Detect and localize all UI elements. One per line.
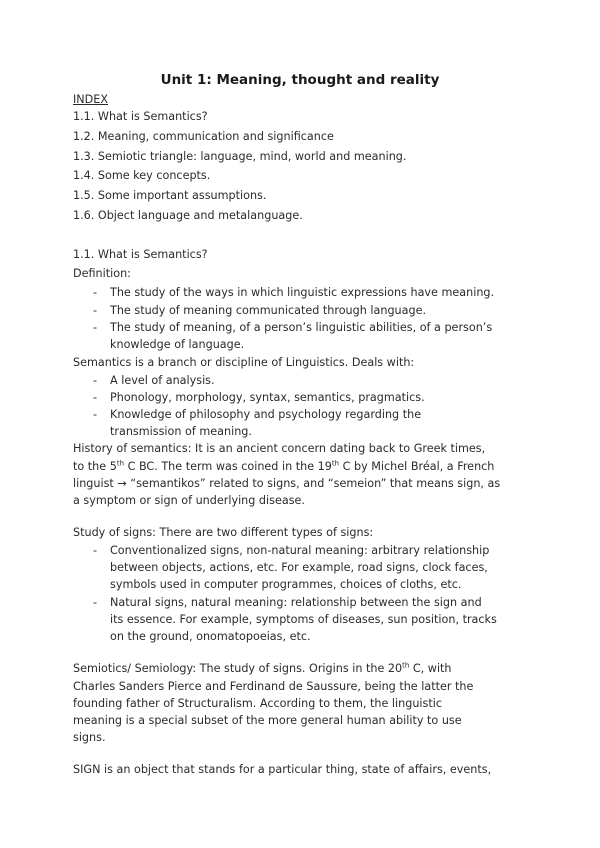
index-item: 1.6. Object language and metalanguage. bbox=[73, 209, 303, 222]
bullet-dash: - bbox=[93, 391, 98, 404]
index-item: 1.3. Semiotic triangle: language, mind, world and meaning. bbox=[73, 150, 407, 163]
bullet-dash: - bbox=[93, 596, 98, 609]
list-item-continuation: knowledge of language. bbox=[110, 338, 245, 351]
list-item-continuation: on the ground, onomatopoeias, etc. bbox=[110, 630, 311, 643]
paragraph-line: Semantics is a branch or discipline of Linguistics. Deals with: bbox=[73, 356, 415, 369]
section-heading: 1.1. What is Semantics? bbox=[73, 248, 208, 261]
bullet-dash: - bbox=[93, 374, 98, 387]
list-item: Natural signs, natural meaning: relationship between the sign and bbox=[110, 596, 482, 609]
paragraph-line: founding father of Structuralism. According to them, the linguistic bbox=[73, 697, 443, 710]
paragraph-line: SIGN is an object that stands for a particular thing, state of affairs, events, bbox=[73, 763, 492, 776]
list-item: Conventionalized signs, non-natural meaning: arbitrary relationship bbox=[110, 544, 490, 557]
list-item: Knowledge of philosophy and psychology regarding the bbox=[110, 408, 422, 421]
bullet-dash: - bbox=[93, 286, 98, 299]
list-item: A level of analysis. bbox=[110, 374, 215, 387]
paragraph-line: Charles Sanders Pierce and Ferdinand de Saussure, being the latter the bbox=[73, 680, 474, 693]
list-item: The study of meaning, of a person’s linguistic abilities, of a person’s bbox=[110, 321, 493, 334]
paragraph-line: to the 5th C BC. The term was coined in the 19th C by Michel Bréal, a French bbox=[73, 459, 495, 473]
list-item-continuation: its essence. For example, symptoms of diseases, sun position, tracks bbox=[110, 613, 497, 626]
index-item: 1.1. What is Semantics? bbox=[73, 110, 208, 123]
paragraph-line: linguist → “semantikos” related to signs, and “semeion” that means sign, as bbox=[73, 477, 501, 490]
bullet-dash: - bbox=[93, 304, 98, 317]
index-heading: INDEX bbox=[73, 93, 109, 106]
list-item: Phonology, morphology, syntax, semantics, pragmatics. bbox=[110, 391, 425, 404]
bullet-dash: - bbox=[93, 408, 98, 421]
paragraph-line: Study of signs: There are two different types of signs: bbox=[73, 526, 374, 539]
list-item-continuation: symbols used in computer programmes, choices of cloths, etc. bbox=[110, 578, 462, 591]
page-title: Unit 1: Meaning, thought and reality bbox=[160, 72, 440, 88]
list-item: The study of the ways in which linguistic expressions have meaning. bbox=[110, 286, 495, 299]
list-item: The study of meaning communicated through language. bbox=[110, 304, 427, 317]
index-item: 1.2. Meaning, communication and significance bbox=[73, 130, 334, 143]
bullet-dash: - bbox=[93, 544, 98, 557]
index-item: 1.4. Some key concepts. bbox=[73, 169, 211, 182]
paragraph-line: Semiotics/ Semiology: The study of signs. Origins in the 20th C, with bbox=[73, 661, 452, 675]
paragraph-line: a symptom or sign of underlying disease. bbox=[73, 494, 305, 507]
paragraph-line: signs. bbox=[73, 731, 106, 744]
paragraph-line: meaning is a special subset of the more general human ability to use bbox=[73, 714, 462, 727]
definition-label: Definition: bbox=[73, 267, 131, 280]
bullet-dash: - bbox=[93, 321, 98, 334]
paragraph-line: History of semantics: It is an ancient concern dating back to Greek times, bbox=[73, 442, 486, 455]
list-item-continuation: transmission of meaning. bbox=[110, 425, 252, 438]
index-item: 1.5. Some important assumptions. bbox=[73, 189, 267, 202]
list-item-continuation: between objects, actions, etc. For example, road signs, clock faces, bbox=[110, 561, 488, 574]
